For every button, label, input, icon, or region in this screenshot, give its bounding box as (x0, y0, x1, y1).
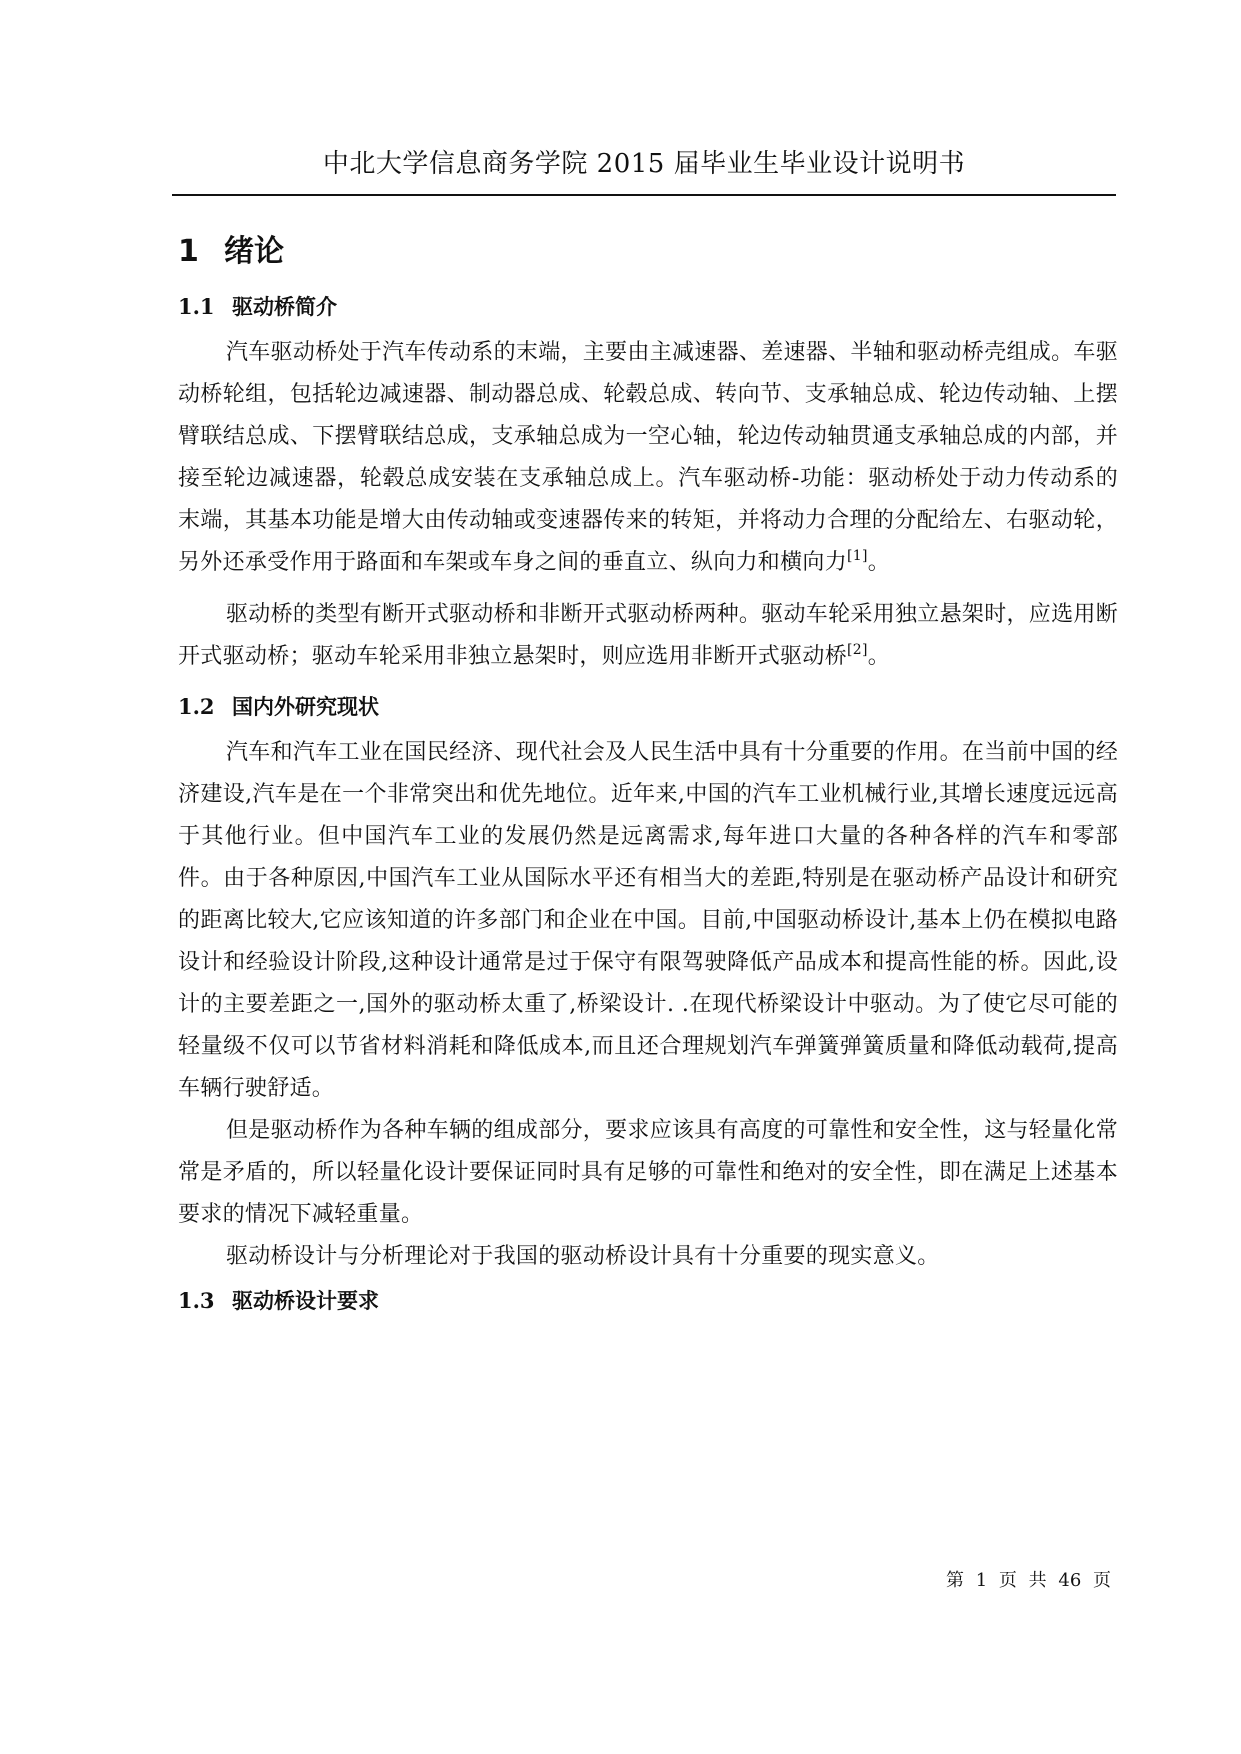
section-heading-1-3 (178, 1286, 1118, 1316)
paragraph-text: 汽车和汽车工业在国民经济、现代社会及人民生活中具有十分重要的作用。在当前中国的经济建设,汽车是在一个非常突出和优先地位。近年来,中国的汽车工业机械行业,其增长速度远远高于其他行业。但中国汽车工业的发展仍然是远离需求,每年进口大量的各种各样的汽车和零部件。由于各种原因,中国汽车工业从国际水平还有相当大的差距,特别是在驱动桥产品设计和研究的距离比较大,它应该知道的许多部门和企业在中国。目前,中国驱动桥设计,基本上仍在模拟电路设计和经验设计阶段,这种设计通常是过于保守有限驾驶降低产品成本和提高性能的桥。因此,设计的主要差距之一,国外的驱动桥太重了,桥梁设计. .在现代桥梁设计中驱动。为了使它尽可能的轻量级不仅可以节省材料消耗和降低成本,而且还合理规划汽车弹簧弹簧质量和降低动载荷,提高车辆行驶舒适。 (178, 740, 1119, 1101)
chapter-heading (178, 232, 1118, 272)
running-header: 中北大学信息商务学院 2015 届毕业生毕业设计说明书 (322, 149, 966, 179)
section-title: 国内外研究现状 (232, 695, 379, 719)
section-title: 驱动桥简介 (232, 295, 337, 319)
paragraph (178, 594, 1118, 678)
section-heading-1-2 (178, 692, 1118, 722)
paragraph (178, 1110, 1118, 1236)
section-number: 1.2 (178, 694, 215, 719)
section-title: 驱动桥设计要求 (232, 1289, 379, 1313)
section-heading-1-1 (178, 292, 1118, 322)
chapter-number: 1 (178, 234, 199, 269)
paragraph (178, 1236, 1118, 1278)
paragraph-tail: 。 (867, 644, 891, 669)
paragraph-text: 但是驱动桥作为各种车辆的组成部分，要求应该具有高度的可靠性和安全性，这与轻量化常常是矛盾的，所以轻量化设计要保证同时具有足够的可靠性和绝对的安全性，即在满足上述基本要求的情况下减轻重量。 (178, 1118, 1119, 1227)
paragraph-tail: 。 (867, 550, 891, 575)
page-body (178, 222, 1118, 1326)
page-number: 第 1 页 共 46 页 (946, 1570, 1111, 1591)
citation-ref: [2] (847, 642, 868, 658)
paragraph (178, 332, 1118, 584)
paragraph-text: 汽车驱动桥处于汽车传动系的末端，主要由主减速器、差速器、半轴和驱动桥壳组成。车驱动桥轮组，包括轮边减速器、制动器总成、轮毂总成、转向节、支承轴总成、轮边传动轴、上摆臂联结总成、下摆臂联结总成，支承轴总成为一空心轴，轮边传动轴贯通支承轴总成的内部，并接至轮边减速器，轮毂总成安装在支承轴总成上。汽车驱动桥-功能：驱动桥处于动力传动系的末端，其基本功能是增大由传动轴或变速器传来的转矩，并将动力合理的分配给左、右驱动轮，另外还承受作用于路面和车架或车身之间的垂直立、纵向力和横向力 (178, 340, 1119, 575)
chapter-title: 绪论 (224, 234, 284, 269)
paragraph-text: 驱动桥设计与分析理论对于我国的驱动桥设计具有十分重要的现实意义。 (226, 1244, 940, 1269)
paragraph-text: 驱动桥的类型有断开式驱动桥和非断开式驱动桥两种。驱动车轮采用独立悬架时，应选用断开式驱动桥；驱动车轮采用非独立悬架时，则应选用非断开式驱动桥 (178, 602, 1119, 669)
header-rule (172, 194, 1116, 196)
paragraph (178, 732, 1118, 1110)
citation-ref: [1] (847, 548, 868, 564)
section-number: 1.3 (178, 1288, 215, 1313)
section-number: 1.1 (178, 294, 215, 319)
